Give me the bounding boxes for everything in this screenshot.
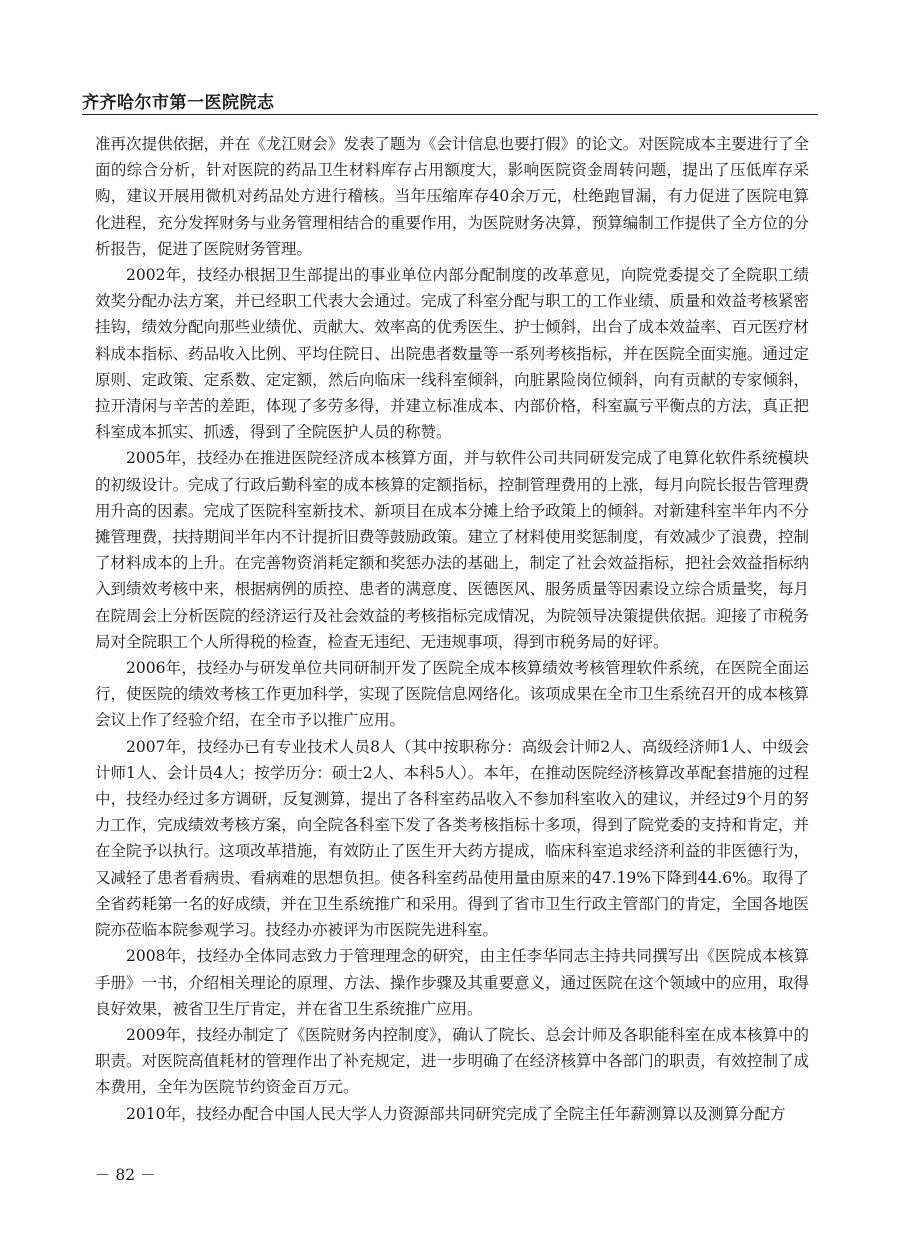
paragraph-2009: 2009年，技经办制定了《医院财务内控制度》，确认了院长、总会计师及各职能科室在成本核算中的职责。对医院高值耗材的管理作出了补充规定，进一步明确了在经济核算中各部门的职责，有效控制了成本费用，全年为医院节约资金百万元。 <box>95 1025 809 1097</box>
paragraph-2002: 2002年，技经办根据卫生部提出的事业单位内部分配制度的改革意见，向院党委提交了全院职工绩效奖分配办法方案，并已经职工代表大会通过。完成了科室分配与职工的工作业绩、质量和效益考核紧密挂钩，绩效分配向那些业绩优、贡献大、效率高的优秀医生、护士倾斜，出台了成本效益率、百元医疗材料成本指标、药品收入比例、平均住院日、出院患者数量等一系列考核指标，并在医院全面实施。通过定原则、定政策、定系数、定定额，然后向临床一线科室倾斜，向脏累险岗位倾斜，向有贡献的专家倾斜，拉开清闲与辛苦的差距，体现了多劳多得，并建立标准成本、内部价格，科室赢亏平衡点的方法，真正把科室成本抓实、抓透，得到了全院医护人员的称赞。 <box>95 266 809 442</box>
paragraph-2008: 2008年，技经办全体同志致力于管理理念的研究，由主任李华同志主持共同撰写出《医院成本核算手册》一书，介绍相关理论的原理、方法、操作步骤及其重要意义，通过医院在这个领域中的应用，取得良好效果，被省卫生厅肯定，并在省卫生系统推广应用。 <box>95 947 809 1018</box>
page-number: － 82 － <box>95 1166 156 1184</box>
paragraph-2010: 2010年，技经办配合中国人民大学人力资源部共同研究完成了全院主任年薪测算以及测算分配方 <box>126 1104 786 1123</box>
running-header: 齐齐哈尔市第一医院院志 <box>82 93 275 113</box>
page-body <box>95 131 809 1127</box>
paragraph-2005: 2005年，技经办在推进医院经济成本核算方面，并与软件公司共同研发完成了电算化软件系统模块的初级设计。完成了行政后勤科室的成本核算的定额指标，控制管理费用的上涨，每月向院长报告管理费用升高的因素。完成了医院科室新技术、新项目在成本分摊上给予政策上的倾斜。对新建科室半年内不分摊管理费，扶持期间半年内不计提折旧费等鼓励政策。建立了材料使用奖惩制度，有效减少了浪费，控制了材料成本的上升。在完善物资消耗定额和奖惩办法的基础上，制定了社会效益指标，把社会效益指标纳入到绩效考核中来，根据病例的质控、患者的满意度、医德医风、服务质量等因素设立综合质量奖，每月在院周会上分析医院的经济运行及社会效益的考核指标完成情况，为院领导决策提供依据。迎接了市税务局对全院职工个人所得税的检查，检查无违纪、无违规事项，得到市税务局的好评。 <box>95 449 809 651</box>
header-rule <box>82 114 818 115</box>
paragraph-2007: 2007年，技经办已有专业技术人员8人（其中按职称分：高级会计师2人、高级经济师1人、中级会计师1人、会计员4人；按学历分：硕士2人、本科5人）。本年，在推动医院经济核算改革配套措施的过程中，技经办经过多方调研，反复测算，提出了各科室药品收入不参加科室收入的建议，并经过9个月的努力工作，完成绩效考核方案，向全院各科室下发了各类考核指标十多项，得到了院党委的支持和肯定，并在全院予以执行。这项改革措施，有效防止了医生开大药方提成，临床科室追求经济利益的非医德行为，又减轻了患者看病贵、看病难的思想负担。使各科室药品使用量由原来的47.19%下降到44.6%。取得了全省药耗第一名的好成绩，并在卫生系统推广和采用。得到了省市卫生行政主管部门的肯定，全国各地医院亦莅临本院参观学习。技经办亦被评为市医院先进科室。 <box>95 737 809 940</box>
paragraph-2006: 2006年，技经办与研发单位共同研制开发了医院全成本核算绩效考核管理软件系统，在医院全面运行，使医院的绩效考核工作更加科学，实现了医院信息网络化。该项成果在全市卫生系统召开的成本核算会议上作了经验介绍，在全市予以推广应用。 <box>95 659 809 730</box>
paragraph-continuation: 准再次提供依据，并在《龙江财会》发表了题为《会计信息也要打假》的论文。对医院成本主要进行了全面的综合分析，针对医院的药品卫生材料库存占用额度大，影响医院资金周转问题，提出了压低库存采购，建议开展用微机对药品处方进行稽核。当年压缩库存40余万元，杜绝跑冒漏，有力促进了医院电算化进程，充分发挥财务与业务管理相结合的重要作用，为医院财务决算，预算编制工作提供了全方位的分析报告，促进了医院财务管理。 <box>95 135 809 258</box>
